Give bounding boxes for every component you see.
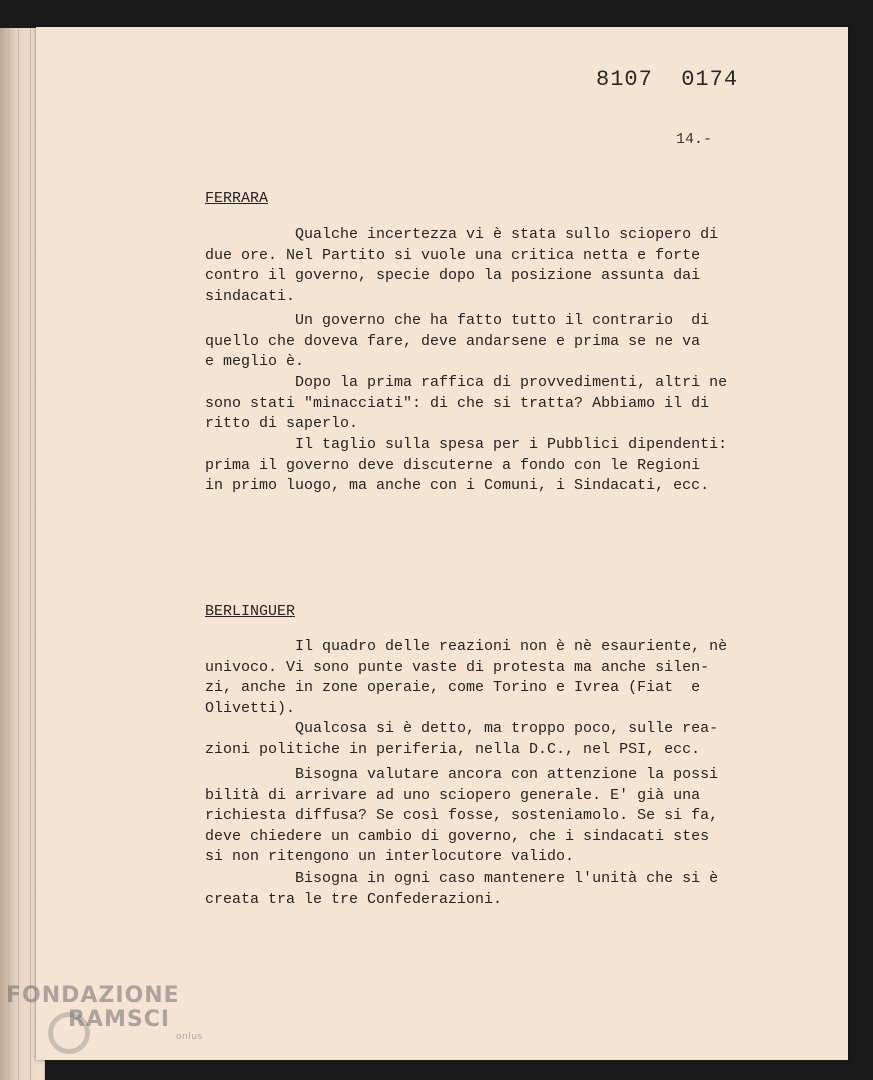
paragraph: Il quadro delle reazioni non è nè esauriente, nè univoco. Vi sono punte vaste di protesta ma anche silen- zi, anche in zone operaie, come Torino e Ivrea (Fiat e Olivetti).	[205, 638, 728, 717]
section-heading-berlinguer: BERLINGUER	[205, 603, 296, 620]
paragraph: Bisogna valutare ancora con attenzione la possi bilità di arrivare ad uno sciopero generale. E' già una richiesta diffusa? Se così fosse, sosteniamolo. Se si fa, deve chiedere un cambio di governo, che i sindacati stes si non ritengono un interlocutore valido.	[205, 766, 719, 865]
document-page	[36, 27, 848, 1060]
paragraph: Il taglio sulla spesa per i Pubblici dipendenti: prima il governo deve discuterne a fondo con le Regioni in primo luogo, ma anche con i Comuni, i Sindacati, ecc.	[205, 436, 728, 494]
section-heading-ferrara: FERRARA	[205, 190, 269, 207]
watermark-line2: RAMSCI	[68, 1007, 171, 1032]
paragraph: Qualcosa si è detto, ma troppo poco, sulle rea- zioni politiche in periferia, nella D.C., nel PSI, ecc.	[205, 720, 719, 758]
paragraph: Dopo la prima raffica di provvedimenti, altri ne sono stati "minacciati": di che si tratta? Abbiamo il di ritto di saperlo.	[205, 374, 728, 432]
watermark-fondazione-gramsci	[6, 984, 203, 1042]
watermark-sub: onlus	[176, 1032, 203, 1042]
paragraph: Un governo che ha fatto tutto il contrario di quello che doveva fare, deve andarsene e prima se ne va e meglio è.	[205, 312, 710, 370]
paragraph: Bisogna in ogni caso mantenere l'unità che si è creata tra le tre Confederazioni.	[205, 870, 719, 908]
watermark-line1: FONDAZIONE	[6, 983, 180, 1008]
archive-reference-number: 8107 0174	[596, 67, 739, 92]
paragraph: Qualche incertezza vi è stata sullo sciopero di due ore. Nel Partito si vuole una critica netta e forte contro il governo, specie dopo la posizione assunta dai sindacati.	[205, 226, 719, 305]
page-number: 14.-	[676, 131, 713, 148]
